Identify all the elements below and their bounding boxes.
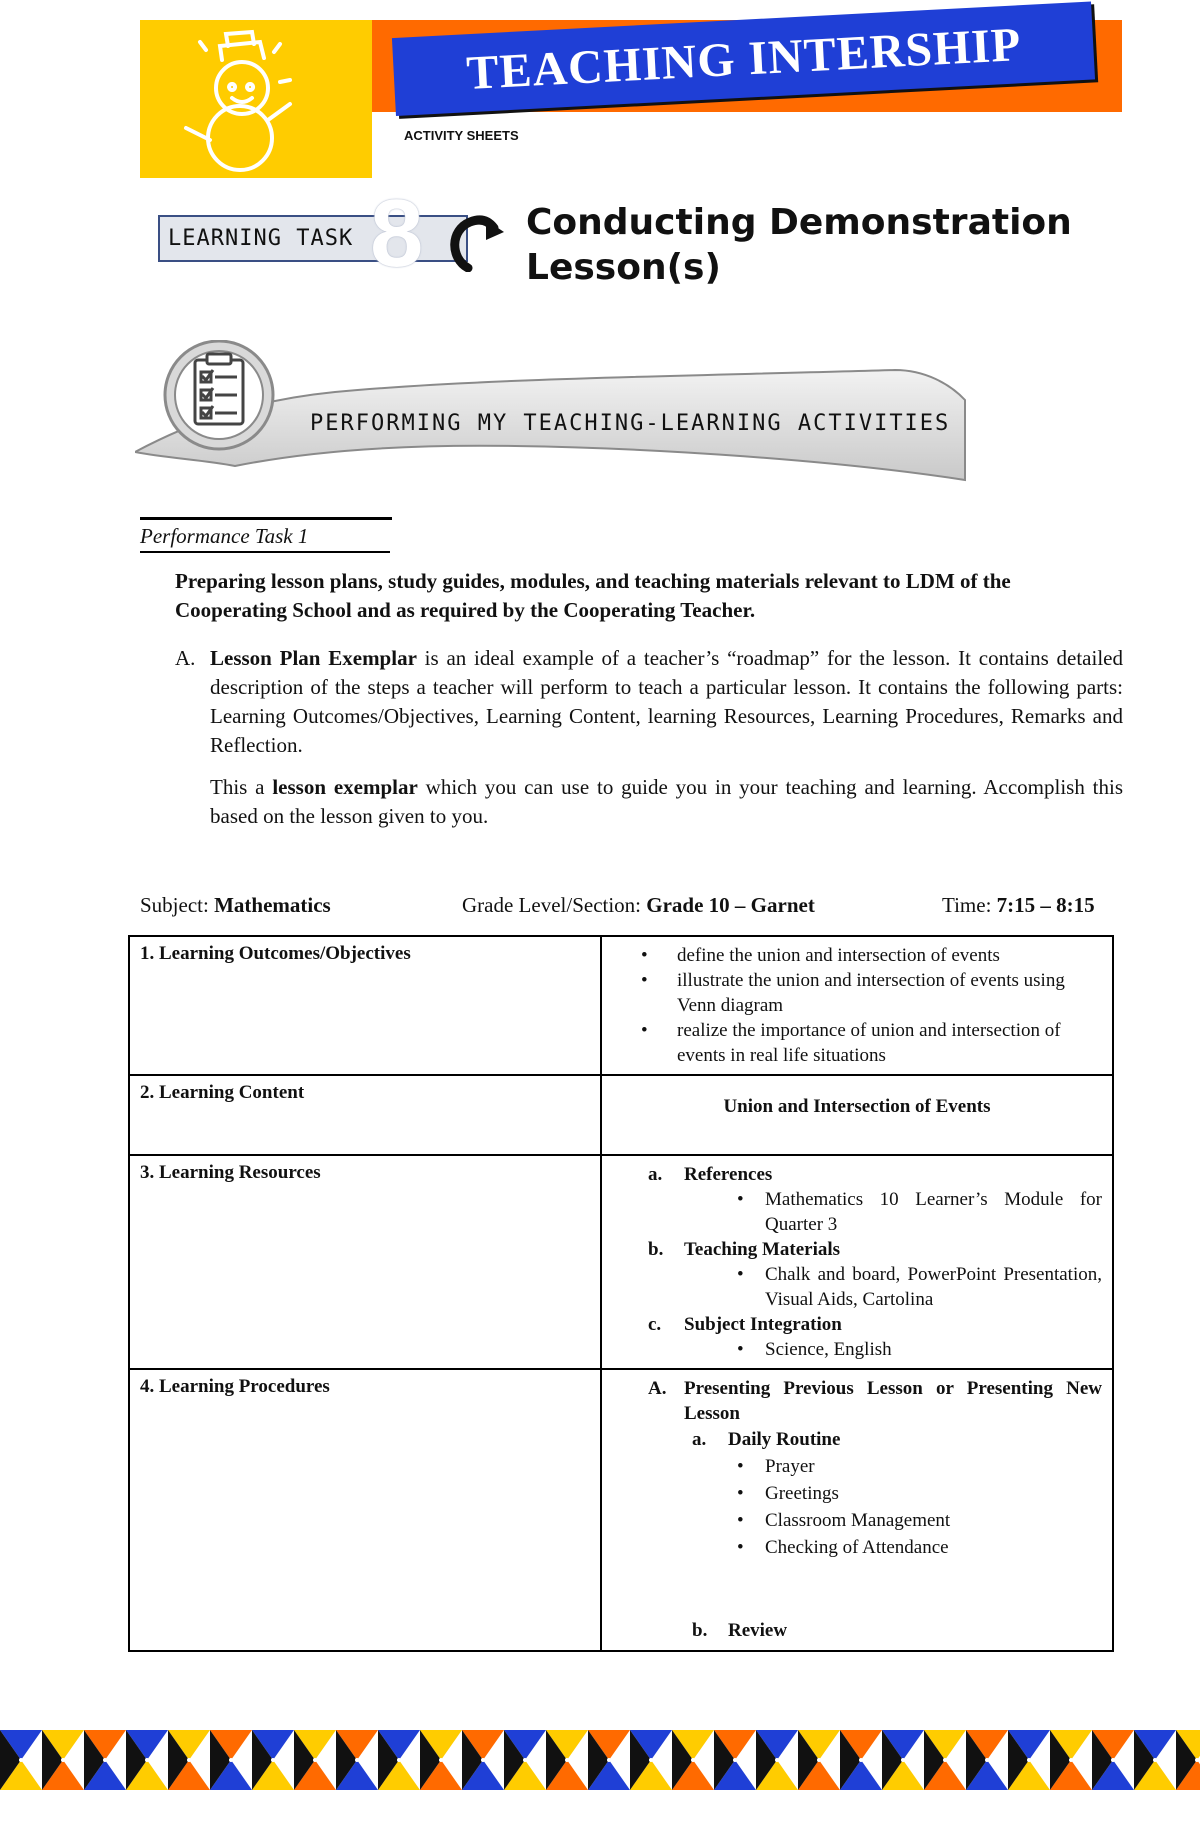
list-marker: a. <box>648 1164 663 1185</box>
footer-dot <box>607 1758 611 1762</box>
footer-dot <box>1111 1758 1115 1762</box>
resources-cell <box>601 1155 1113 1369</box>
grade-value: Grade 10 – Garnet <box>646 893 815 917</box>
resource-list <box>612 1262 1102 1312</box>
list-marker: a. <box>692 1429 707 1450</box>
list-item: • Classroom Management <box>765 1507 1102 1534</box>
routine-list <box>612 1453 1102 1561</box>
subject-value: Mathematics <box>214 893 331 917</box>
procedure-section <box>612 1376 1102 1426</box>
objectives-cell <box>601 936 1113 1075</box>
banner-subtitle: ACTIVITY SHEETS <box>404 128 519 143</box>
footer-dot <box>145 1758 149 1762</box>
procedure-step-title: Review <box>728 1620 788 1641</box>
footer-dot <box>775 1758 779 1762</box>
item-a-marker: A. <box>175 646 196 670</box>
footer-dot <box>313 1758 317 1762</box>
footer-dot <box>565 1758 569 1762</box>
footer-dot <box>355 1758 359 1762</box>
resource-title: References <box>684 1164 773 1185</box>
lesson-title-line1: Conducting Demonstration <box>526 202 1072 243</box>
divider <box>140 551 390 553</box>
footer-dot <box>187 1758 191 1762</box>
lesson-title-line2: Lesson(s) <box>526 247 721 288</box>
content-value: Union and Intersection of Events <box>723 1096 991 1117</box>
procedure-section-title: Presenting Previous Lesson or Presenting New Lesson <box>684 1378 1102 1424</box>
table-row <box>129 1155 1113 1369</box>
resource-title: Teaching Materials <box>684 1239 841 1260</box>
list-item: • Science, English <box>765 1337 1102 1362</box>
footer-dot <box>229 1758 233 1762</box>
item-a-term: Lesson Plan Exemplar <box>210 646 417 670</box>
procedure-step-review <box>612 1617 1102 1644</box>
list-marker: c. <box>648 1314 662 1335</box>
learning-task-number: 8 <box>370 180 424 287</box>
objectives-label: 1. Learning Outcomes/Objectives <box>129 936 601 1075</box>
performance-task-intro: Preparing lesson plans, study guides, modules, and teaching materials relevant to LDM of the Cooperating School and as required by the Cooperating Teacher. <box>175 569 1011 622</box>
footer-dot <box>817 1758 821 1762</box>
exemplar-text-post: which you can use to guide you in your teaching and learning. Accomplish this based on the lesson given to you. <box>210 775 1124 828</box>
resource-list <box>612 1337 1102 1362</box>
decorative-footer-pattern <box>0 1725 1200 1795</box>
banner-title: TEACHING INTERSHIP <box>465 18 1023 101</box>
time-field <box>942 893 1095 918</box>
section-banner-title: PERFORMING MY TEACHING-LEARNING ACTIVITIES <box>310 411 951 436</box>
footer-dot <box>1027 1758 1031 1762</box>
objectives-list <box>612 943 1102 1068</box>
divider <box>140 517 392 520</box>
grade-label: Grade Level/Section: <box>462 893 647 917</box>
resource-list <box>612 1187 1102 1237</box>
subject-field <box>140 893 331 918</box>
list-item: • Checking of Attendance <box>765 1534 1102 1561</box>
footer-dot <box>985 1758 989 1762</box>
list-item: • realize the importance of union and intersection of events in real life situations <box>677 1018 1102 1068</box>
footer-dot <box>691 1758 695 1762</box>
performance-task-label: Performance Task 1 <box>140 524 309 548</box>
resources-label: 3. Learning Resources <box>129 1155 601 1369</box>
footer-dot <box>61 1758 65 1762</box>
subject-label: Subject: <box>140 893 215 917</box>
item-a-body <box>210 644 1123 760</box>
lesson-title <box>526 200 1086 290</box>
list-marker: A. <box>648 1378 667 1399</box>
resource-title: Subject Integration <box>684 1314 842 1335</box>
table-row <box>129 1369 1113 1651</box>
banner-yellow-panel <box>140 20 372 178</box>
exemplar-text-pre: This a <box>210 775 273 799</box>
footer-dot <box>271 1758 275 1762</box>
exemplar-term: lesson exemplar <box>272 775 418 799</box>
list-item: • Mathematics 10 Learner’s Module for Quarter 3 <box>765 1187 1102 1237</box>
footer-dot <box>19 1758 23 1762</box>
time-label: Time: <box>942 893 997 917</box>
procedure-step-routine <box>612 1426 1102 1453</box>
footer-dot <box>523 1758 527 1762</box>
procedures-label: 4. Learning Procedures <box>129 1369 601 1651</box>
footer-dot <box>859 1758 863 1762</box>
list-marker: b. <box>648 1239 664 1260</box>
content-label: 2. Learning Content <box>129 1075 601 1155</box>
footer-dot <box>1069 1758 1073 1762</box>
resource-group-materials <box>612 1237 1102 1262</box>
table-row <box>129 1075 1113 1155</box>
curved-arrow-icon <box>446 210 506 272</box>
footer-dot <box>901 1758 905 1762</box>
footer-dot <box>481 1758 485 1762</box>
footer-dot <box>1153 1758 1157 1762</box>
subject-line <box>140 893 1115 923</box>
item-a-text: is an ideal example of a teacher’s “roadmap” for the lesson. It contains detailed description of the steps a teacher will perform to teach a particular lesson. It contains the following parts: Learning Outcomes/Objectives, Learning Content, learning Resources, Learning Procedures, Remarks and Reflection. <box>210 646 1123 757</box>
learning-task-label: LEARNING TASK <box>168 226 354 251</box>
resource-group-references <box>612 1162 1102 1187</box>
list-marker: b. <box>692 1620 708 1641</box>
list-item: • illustrate the union and intersection of events using Venn diagram <box>677 968 1102 1018</box>
resource-group-integration <box>612 1312 1102 1337</box>
footer-dot <box>943 1758 947 1762</box>
list-item: • Prayer <box>765 1453 1102 1480</box>
list-item: • define the union and intersection of events <box>677 943 1102 968</box>
footer-dot <box>103 1758 107 1762</box>
procedures-cell <box>601 1369 1113 1651</box>
footer-dot <box>649 1758 653 1762</box>
list-item: • Chalk and board, PowerPoint Presentation, Visual Aids, Cartolina <box>765 1262 1102 1312</box>
lesson-plan-table <box>128 935 1114 1652</box>
snowman-icon <box>140 20 372 178</box>
grade-field <box>462 893 815 918</box>
footer-dot <box>1195 1758 1199 1762</box>
footer-dot <box>397 1758 401 1762</box>
procedure-step-title: Daily Routine <box>728 1429 841 1450</box>
table-row <box>129 936 1113 1075</box>
list-item: • Greetings <box>765 1480 1102 1507</box>
footer-dot <box>733 1758 737 1762</box>
time-value: 7:15 – 8:15 <box>996 893 1095 917</box>
footer-dot <box>439 1758 443 1762</box>
exemplar-paragraph <box>210 773 1123 831</box>
content-cell <box>601 1075 1113 1155</box>
